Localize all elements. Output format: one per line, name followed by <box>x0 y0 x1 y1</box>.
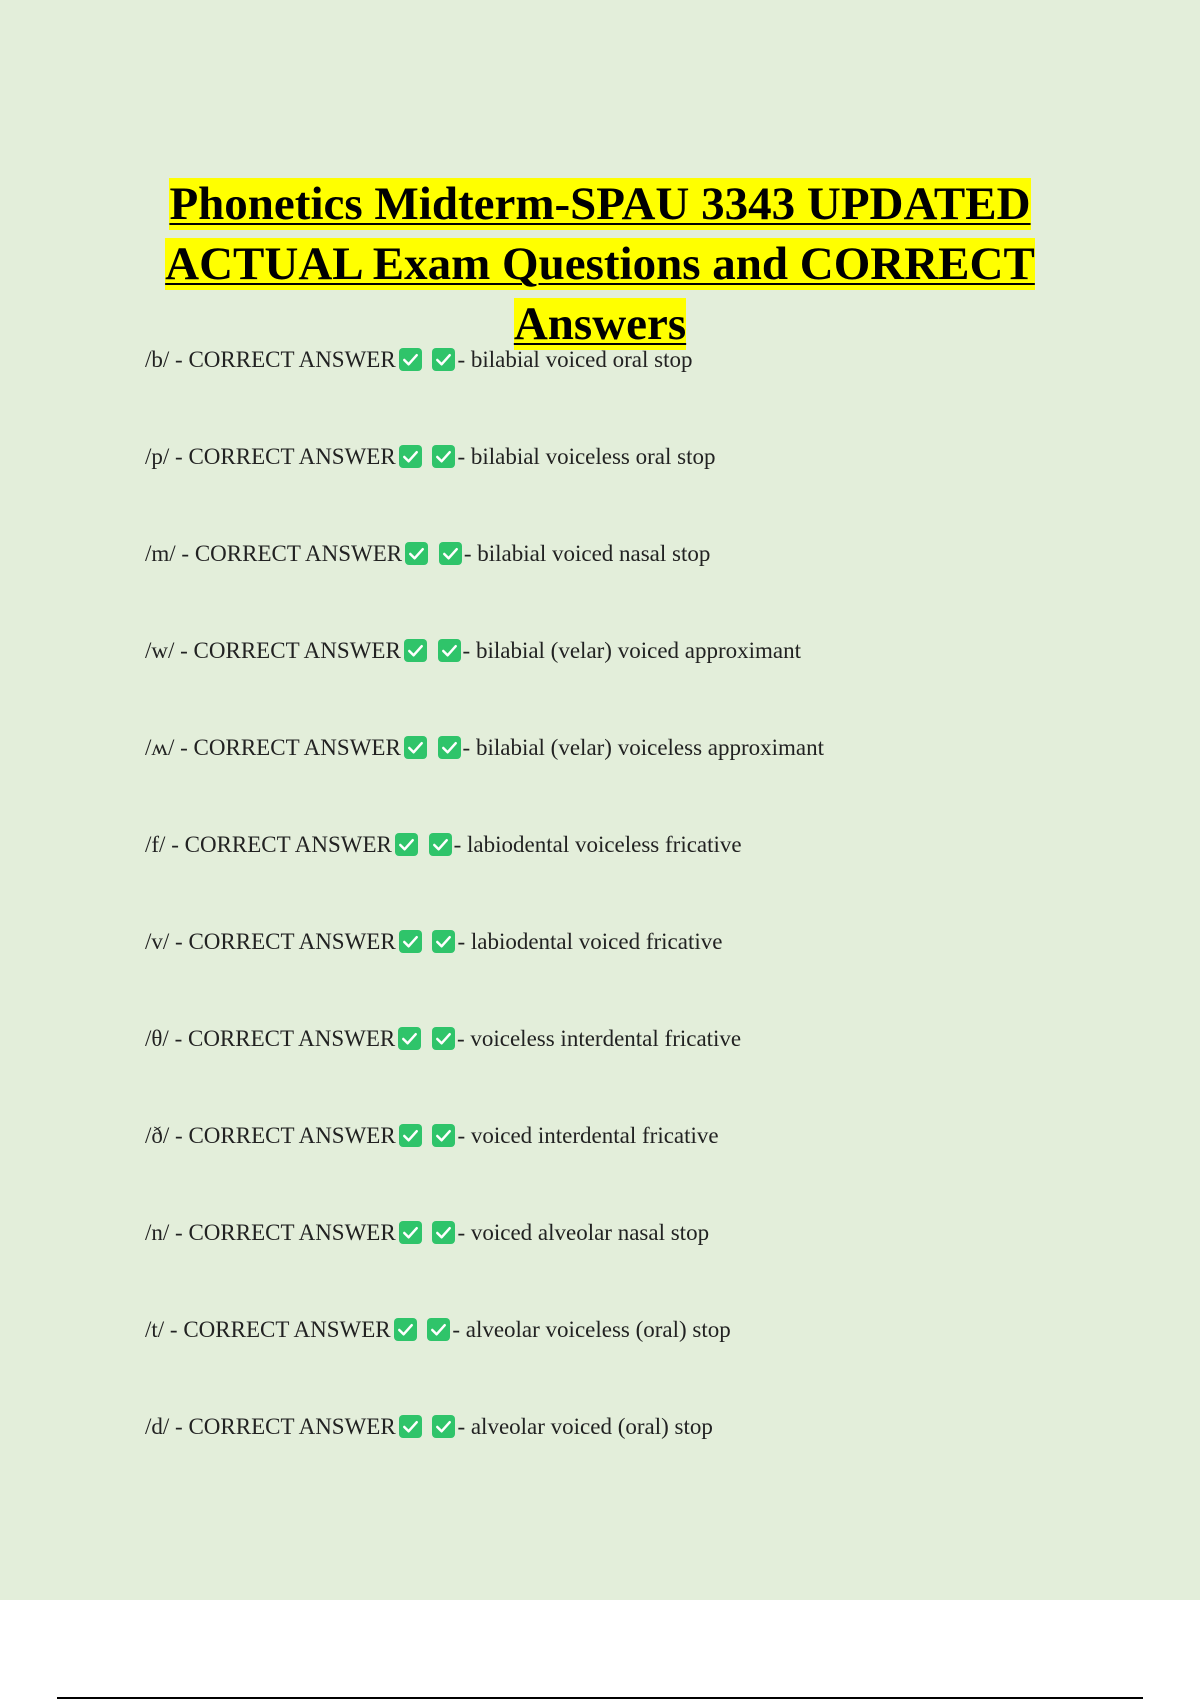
check-box-icon <box>432 930 455 953</box>
qa-list <box>145 340 1145 1504</box>
qa-term: /t/ <box>145 1317 165 1342</box>
qa-definition: - labiodental voiceless fricative <box>453 832 742 857</box>
qa-term: /f/ <box>145 832 166 857</box>
footer-divider <box>57 1697 1143 1699</box>
check-box-icon <box>432 1124 455 1147</box>
qa-definition: - voiced interdental fricative <box>457 1123 719 1148</box>
qa-item <box>145 1213 1145 1310</box>
check-box-icon <box>438 736 461 759</box>
check-box-icon <box>398 1027 421 1050</box>
qa-answer-label: - CORRECT ANSWER <box>180 735 401 760</box>
qa-answer-label: - CORRECT ANSWER <box>174 1026 396 1051</box>
qa-definition: - bilabial voiced oral stop <box>457 347 693 372</box>
qa-definition: - labiodental voiced fricative <box>457 929 723 954</box>
qa-answer-label: - CORRECT ANSWER <box>175 1123 396 1148</box>
qa-item <box>145 825 1145 922</box>
qa-item <box>145 534 1145 631</box>
check-box-icon <box>432 348 455 371</box>
check-box-icon <box>405 542 428 565</box>
check-box-icon <box>432 445 455 468</box>
qa-term: /m/ <box>145 541 176 566</box>
check-box-icon <box>432 1027 455 1050</box>
qa-term: /θ/ <box>145 1026 169 1051</box>
check-box-icon <box>404 736 427 759</box>
qa-answer-label: - CORRECT ANSWER <box>175 929 396 954</box>
qa-term: /n/ <box>145 1220 170 1245</box>
check-box-icon <box>394 1318 417 1341</box>
qa-term: /v/ <box>145 929 170 954</box>
qa-definition: - voiceless interdental fricative <box>456 1026 742 1051</box>
check-box-icon <box>399 445 422 468</box>
qa-term: /ð/ <box>145 1123 170 1148</box>
qa-answer-label: - CORRECT ANSWER <box>175 1414 396 1439</box>
check-box-icon <box>429 833 452 856</box>
qa-definition: - alveolar voiced (oral) stop <box>457 1414 713 1439</box>
check-box-icon <box>439 542 462 565</box>
check-box-icon <box>432 1415 455 1438</box>
qa-term: /ʍ/ <box>145 735 175 760</box>
qa-term: /b/ <box>145 347 170 372</box>
check-box-icon <box>399 1221 422 1244</box>
qa-item <box>145 1407 1145 1504</box>
check-box-icon <box>427 1318 450 1341</box>
check-box-icon <box>432 1221 455 1244</box>
qa-term: /d/ <box>145 1414 170 1439</box>
qa-item <box>145 1019 1145 1116</box>
check-box-icon <box>438 639 461 662</box>
qa-item <box>145 437 1145 534</box>
document-title <box>100 174 1100 354</box>
check-box-icon <box>404 639 427 662</box>
qa-item <box>145 728 1145 825</box>
qa-definition: - bilabial voiceless oral stop <box>457 444 716 469</box>
qa-item <box>145 340 1145 437</box>
qa-definition: - bilabial (velar) voiced approximant <box>462 638 802 663</box>
qa-item <box>145 922 1145 1019</box>
qa-definition: - voiced alveolar nasal stop <box>457 1220 710 1245</box>
qa-definition: - bilabial (velar) voiceless approximant <box>462 735 825 760</box>
qa-term: /w/ <box>145 638 175 663</box>
qa-definition: - alveolar voiceless (oral) stop <box>452 1317 731 1342</box>
qa-answer-label: - CORRECT ANSWER <box>171 832 392 857</box>
qa-answer-label: - CORRECT ANSWER <box>175 347 396 372</box>
qa-term: /p/ <box>145 444 170 469</box>
qa-item <box>145 1310 1145 1407</box>
qa-definition: - bilabial voiced nasal stop <box>463 541 711 566</box>
qa-item <box>145 631 1145 728</box>
document-title-text: Phonetics Midterm-SPAU 3343 UPDATED ACTUAL Exam Questions and CORRECT Answers <box>165 178 1035 351</box>
check-box-icon <box>395 833 418 856</box>
qa-answer-label: - CORRECT ANSWER <box>180 638 401 663</box>
qa-answer-label: - CORRECT ANSWER <box>175 1220 396 1245</box>
check-box-icon <box>399 348 422 371</box>
check-box-icon <box>399 1124 422 1147</box>
qa-item <box>145 1116 1145 1213</box>
qa-answer-label: - CORRECT ANSWER <box>181 541 403 566</box>
check-box-icon <box>399 1415 422 1438</box>
check-box-icon <box>399 930 422 953</box>
qa-answer-label: - CORRECT ANSWER <box>169 1317 391 1342</box>
qa-answer-label: - CORRECT ANSWER <box>175 444 396 469</box>
